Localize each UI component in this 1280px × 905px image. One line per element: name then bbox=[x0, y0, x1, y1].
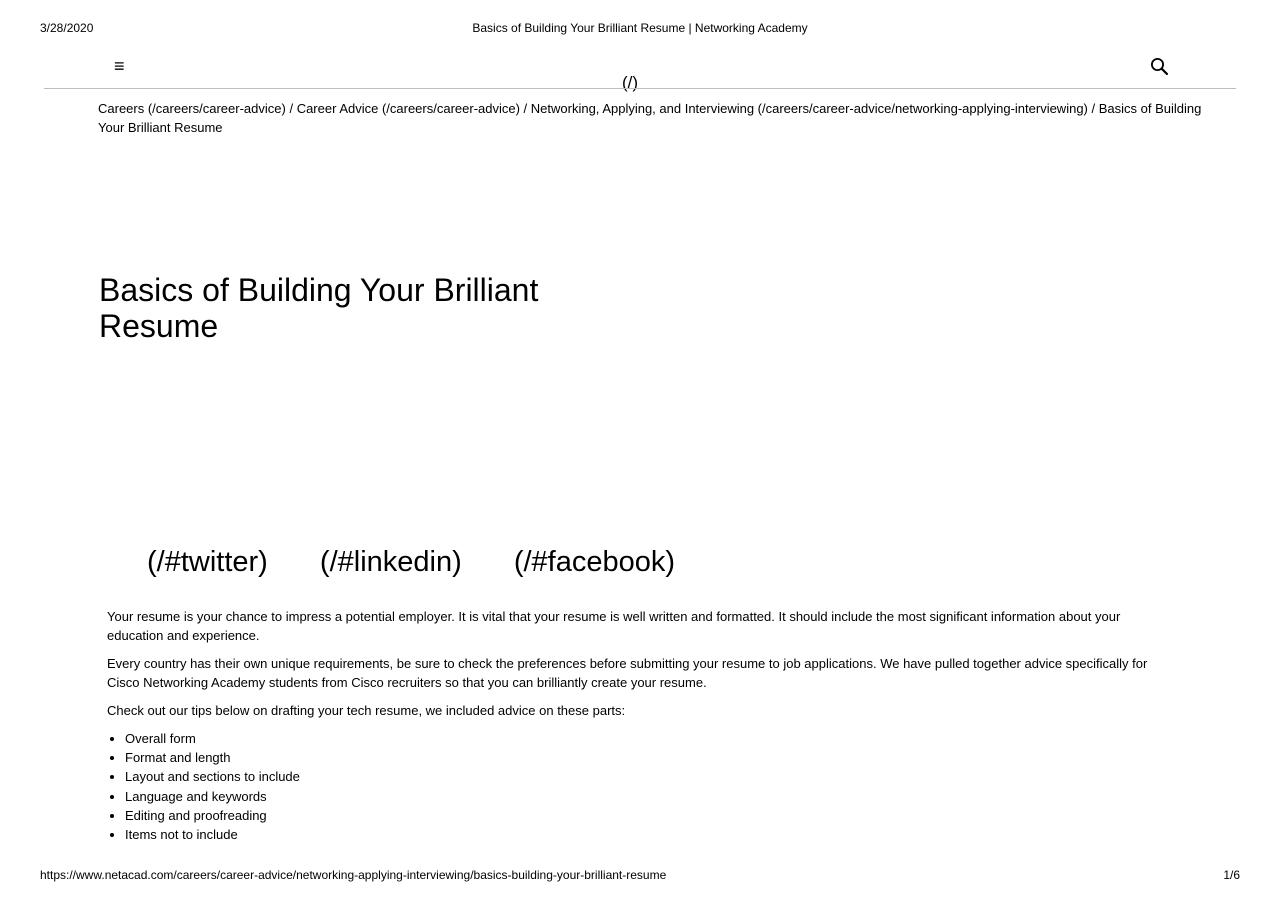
breadcrumb-current: Basics of Building Your Brilliant Resume bbox=[98, 101, 1202, 135]
breadcrumb bbox=[98, 99, 1223, 137]
breadcrumb-separator: / bbox=[285, 101, 297, 116]
breadcrumb-item-networking[interactable]: Networking, Applying, and Interviewing (/careers/career-advice/networking-applying-interviewing) bbox=[530, 101, 1088, 116]
list-item: • Layout and sections to include bbox=[125, 767, 1172, 786]
breadcrumb-separator: / bbox=[1087, 101, 1099, 116]
breadcrumb-item-career-advice[interactable]: Career Advice (/careers/career-advice) bbox=[296, 101, 520, 116]
intro-paragraph: Your resume is your chance to impress a potential employer. It is vital that your resume is well written and formatted. It should include the most significant information about your education and experience. bbox=[107, 609, 1121, 643]
tips-list bbox=[107, 729, 1172, 844]
list-item: • Editing and proofreading bbox=[125, 806, 1172, 825]
search-icon[interactable] bbox=[1150, 57, 1170, 77]
share-facebook-link[interactable]: (/#facebook) bbox=[513, 546, 676, 578]
list-item: • Language and keywords bbox=[125, 787, 1172, 806]
hamburger-menu-icon[interactable]: ≡ bbox=[114, 56, 125, 76]
share-linkedin-link[interactable]: (/#linkedin) bbox=[319, 546, 462, 578]
share-twitter-link[interactable]: (/#twitter) bbox=[147, 546, 268, 578]
list-item: • Format and length bbox=[125, 748, 1172, 767]
list-item: • Items not to include bbox=[125, 825, 1172, 844]
tips-intro-paragraph: Check out our tips below on drafting your tech resume, we included advice on these parts: bbox=[107, 703, 626, 718]
header-divider bbox=[44, 88, 1236, 89]
home-link[interactable]: (/) bbox=[621, 73, 639, 92]
print-page-number: 1/6 bbox=[1223, 868, 1240, 882]
print-date: 3/28/2020 bbox=[40, 21, 94, 35]
article-body bbox=[107, 607, 1172, 844]
list-item: • Overall form bbox=[125, 729, 1172, 748]
breadcrumb-item-careers[interactable]: Careers (/careers/career-advice) bbox=[98, 101, 286, 116]
page-title: Basics of Building Your Brilliant Resume bbox=[99, 272, 539, 344]
share-links bbox=[147, 544, 675, 580]
print-page-url: https://www.netacad.com/careers/career-advice/networking-applying-interviewing/basics-building-your-brilliant-resume bbox=[40, 868, 667, 882]
breadcrumb-separator: / bbox=[519, 101, 531, 116]
requirements-paragraph: Every country has their own unique requirements, be sure to check the preferences before submitting your resume to job applications. We have pulled together advice specifically for Cisco Networking Academy students from Cisco recruiters so that you can brilliantly create your resume. bbox=[107, 656, 1148, 690]
print-document-title: Basics of Building Your Brilliant Resume | Networking Academy bbox=[472, 21, 808, 35]
